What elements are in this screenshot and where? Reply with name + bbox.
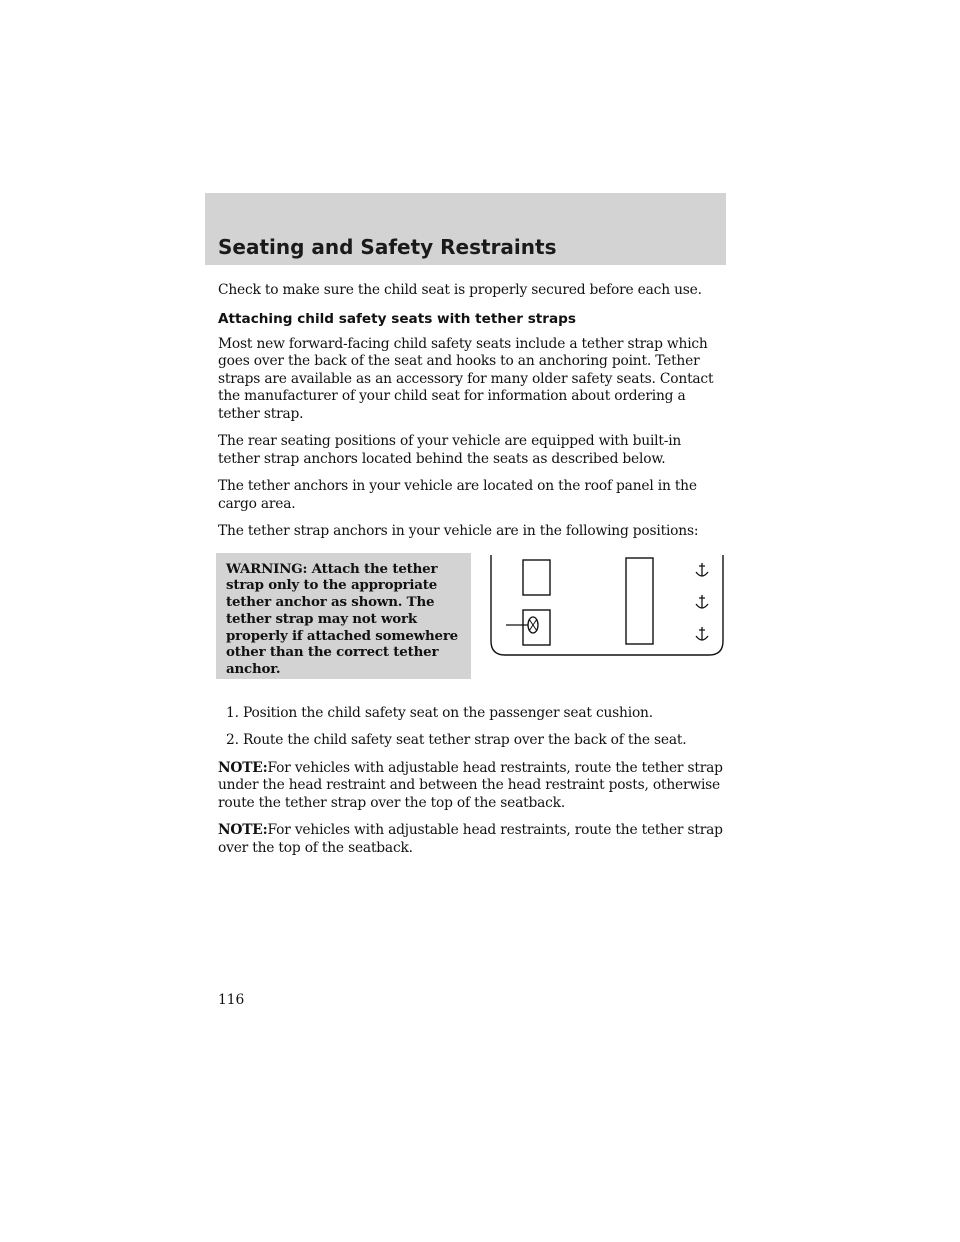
- paragraph-rear-positions: The rear seating positions of your vehicle are equipped with built-in tether strap anchors located behind the seats as described below.: [218, 433, 682, 467]
- paragraph-anchor-location: The tether anchors in your vehicle are located on the roof panel in the cargo area.: [218, 478, 697, 512]
- section-header: [205, 193, 726, 265]
- paragraph-tether-overview: Most new forward-facing child safety seats include a tether strap which goes over the back of the seat and hooks to an anchoring point. Tether straps are available as an accessory for many older safety seats. Contact the manufacturer of your child seat for information about ordering a tether strap.: [218, 335, 714, 422]
- note-label: NOTE:: [218, 759, 268, 776]
- rear-bench-seat: [626, 558, 653, 644]
- page-number: 116: [218, 992, 245, 1008]
- note-2: [218, 822, 726, 857]
- note-text: For vehicles with adjustable head restraints, route the tether strap over the top of the seatback.: [218, 822, 723, 856]
- vehicle-outline: [491, 555, 723, 655]
- anchor-icon: [696, 595, 708, 608]
- subheading: Attaching child safety seats with tether straps: [218, 310, 577, 327]
- step-1: 1. Position the child safety seat on the passenger seat cushion.: [226, 704, 653, 721]
- section-title: Seating and Safety Restraints: [218, 235, 557, 259]
- warning-box: [216, 553, 471, 679]
- warning-text: WARNING: Attach the tether strap only to the appropriate tether anchor as shown. The tether strap may not work properly if attached somewhere other than the correct tether anchor.: [226, 560, 458, 678]
- anchor-icon: [696, 627, 708, 640]
- step-2: 2. Route the child safety seat tether strap over the back of the seat.: [226, 732, 687, 748]
- paragraph-positions-intro: The tether strap anchors in your vehicle are in the following positions:: [218, 523, 699, 539]
- note-text: For vehicles with adjustable head restraints, route the tether strap under the head restraint and between the head restraint posts, otherwise route the tether strap over the top of the seatback.: [218, 759, 723, 811]
- tether-anchor-diagram: [489, 555, 725, 657]
- anchor-icon: [696, 563, 708, 576]
- intro-paragraph: Check to make sure the child seat is properly secured before each use.: [218, 282, 702, 298]
- front-seat-passenger: [523, 610, 550, 645]
- note-1: [218, 760, 726, 813]
- note-label: NOTE:: [218, 822, 268, 838]
- page-content: [218, 282, 726, 867]
- front-seat-driver: [523, 560, 550, 595]
- warning-row: [218, 553, 726, 679]
- steering-wheel-icon: [506, 617, 538, 633]
